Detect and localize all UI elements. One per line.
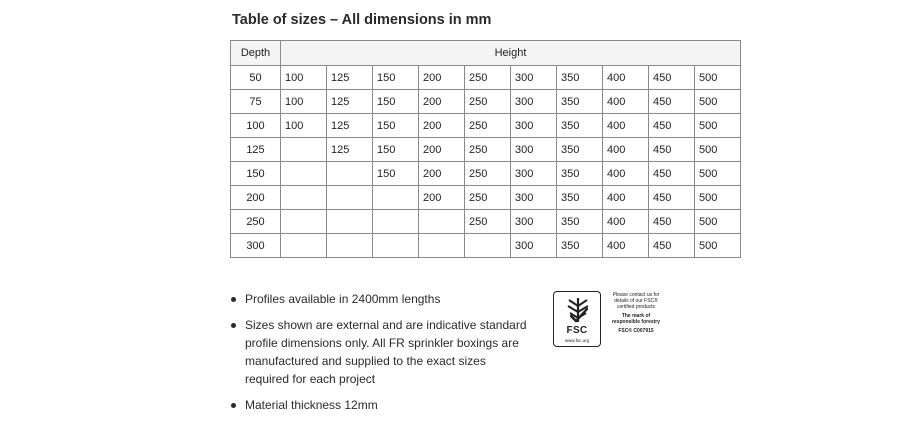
height-cell: 450 xyxy=(649,114,695,138)
height-cell xyxy=(373,234,419,258)
height-cell: 300 xyxy=(511,66,557,90)
height-cell: 350 xyxy=(557,186,603,210)
height-cell: 400 xyxy=(603,114,649,138)
height-cell: 100 xyxy=(281,114,327,138)
height-cell: 300 xyxy=(511,186,557,210)
height-cell: 500 xyxy=(695,234,741,258)
height-cell: 450 xyxy=(649,162,695,186)
notes-list xyxy=(230,290,530,422)
depth-cell: 50 xyxy=(231,66,281,90)
fsc-logo-text: FSC xyxy=(566,325,588,336)
height-cell xyxy=(281,162,327,186)
height-cell: 500 xyxy=(695,186,741,210)
height-cell: 350 xyxy=(557,210,603,234)
height-cell xyxy=(327,186,373,210)
bullet-icon xyxy=(231,403,236,408)
height-cell xyxy=(281,234,327,258)
height-cell xyxy=(419,234,465,258)
height-cell: 500 xyxy=(695,90,741,114)
table-header-row xyxy=(231,41,741,66)
height-cell: 350 xyxy=(557,66,603,90)
sizes-table xyxy=(230,40,741,258)
height-cell: 300 xyxy=(511,162,557,186)
height-cell: 350 xyxy=(557,234,603,258)
depth-cell: 125 xyxy=(231,138,281,162)
depth-header: Depth xyxy=(231,41,281,66)
height-cell: 250 xyxy=(465,138,511,162)
fsc-tree-icon xyxy=(563,296,593,324)
height-cell: 200 xyxy=(419,66,465,90)
height-cell: 125 xyxy=(327,138,373,162)
table-row xyxy=(231,234,741,258)
height-cell xyxy=(419,210,465,234)
height-cell: 125 xyxy=(327,66,373,90)
height-cell: 350 xyxy=(557,114,603,138)
height-cell: 250 xyxy=(465,210,511,234)
list-item xyxy=(230,316,530,388)
height-cell: 200 xyxy=(419,90,465,114)
height-cell: 250 xyxy=(465,114,511,138)
height-cell xyxy=(373,186,419,210)
table-row xyxy=(231,210,741,234)
height-cell: 350 xyxy=(557,138,603,162)
height-cell xyxy=(327,210,373,234)
note-text: Sizes shown are external and are indicative standard profile dimensions only. All FR sprinkler boxings are manufactured and supplied to the exact sizes required for each project xyxy=(245,318,527,386)
height-cell: 150 xyxy=(373,138,419,162)
height-header: Height xyxy=(281,41,741,66)
height-cell: 300 xyxy=(511,138,557,162)
height-cell: 125 xyxy=(327,114,373,138)
height-cell xyxy=(281,186,327,210)
height-cell: 450 xyxy=(649,210,695,234)
depth-cell: 200 xyxy=(231,186,281,210)
table-row xyxy=(231,186,741,210)
note-text: Material thickness 12mm xyxy=(245,398,378,412)
height-cell: 250 xyxy=(465,186,511,210)
height-cell: 450 xyxy=(649,234,695,258)
table-row xyxy=(231,114,741,138)
height-cell xyxy=(327,234,373,258)
height-cell xyxy=(465,234,511,258)
fsc-label xyxy=(553,291,663,349)
height-cell: 150 xyxy=(373,90,419,114)
depth-cell: 100 xyxy=(231,114,281,138)
bullet-icon xyxy=(231,323,236,328)
height-cell: 400 xyxy=(603,162,649,186)
table-body xyxy=(231,66,741,258)
fsc-mark-text: The mark of responsible forestry xyxy=(611,313,661,325)
list-item xyxy=(230,290,530,308)
height-cell: 450 xyxy=(649,90,695,114)
height-cell: 200 xyxy=(419,162,465,186)
fsc-contact-text: Please contact us for details of our FSC® certified products xyxy=(612,292,660,310)
height-cell: 100 xyxy=(281,66,327,90)
height-cell: 125 xyxy=(327,90,373,114)
height-cell: 400 xyxy=(603,186,649,210)
height-cell xyxy=(281,138,327,162)
height-cell: 450 xyxy=(649,138,695,162)
height-cell: 200 xyxy=(419,114,465,138)
height-cell: 500 xyxy=(695,162,741,186)
height-cell: 500 xyxy=(695,114,741,138)
height-cell: 200 xyxy=(419,186,465,210)
height-cell xyxy=(281,210,327,234)
height-cell: 400 xyxy=(603,234,649,258)
depth-cell: 150 xyxy=(231,162,281,186)
fsc-logo xyxy=(553,291,601,347)
height-cell: 500 xyxy=(695,210,741,234)
depth-cell: 250 xyxy=(231,210,281,234)
height-cell: 250 xyxy=(465,66,511,90)
height-cell: 350 xyxy=(557,162,603,186)
height-cell: 100 xyxy=(281,90,327,114)
height-cell: 400 xyxy=(603,210,649,234)
height-cell: 150 xyxy=(373,66,419,90)
fsc-website: www.fsc.org xyxy=(564,338,590,343)
list-item xyxy=(230,396,530,414)
table-row xyxy=(231,90,741,114)
height-cell: 500 xyxy=(695,138,741,162)
height-cell: 500 xyxy=(695,66,741,90)
height-cell: 300 xyxy=(511,90,557,114)
height-cell: 400 xyxy=(603,138,649,162)
height-cell: 250 xyxy=(465,90,511,114)
note-text: Profiles available in 2400mm lengths xyxy=(245,292,441,306)
height-cell: 250 xyxy=(465,162,511,186)
table-title: Table of sizes – All dimensions in mm xyxy=(232,12,492,28)
height-cell: 300 xyxy=(511,114,557,138)
height-cell: 300 xyxy=(511,210,557,234)
height-cell: 150 xyxy=(373,114,419,138)
fsc-license: FSC® C007915 xyxy=(618,328,654,334)
height-cell: 150 xyxy=(373,162,419,186)
height-cell: 350 xyxy=(557,90,603,114)
table-row xyxy=(231,66,741,90)
fsc-info xyxy=(608,292,664,334)
height-cell xyxy=(373,210,419,234)
height-cell: 300 xyxy=(511,234,557,258)
height-cell: 400 xyxy=(603,90,649,114)
height-cell: 400 xyxy=(603,66,649,90)
bullet-icon xyxy=(231,297,236,302)
height-cell: 450 xyxy=(649,66,695,90)
height-cell: 450 xyxy=(649,186,695,210)
depth-cell: 300 xyxy=(231,234,281,258)
table-row xyxy=(231,138,741,162)
height-cell: 200 xyxy=(419,138,465,162)
height-cell xyxy=(327,162,373,186)
depth-cell: 75 xyxy=(231,90,281,114)
table-row xyxy=(231,162,741,186)
